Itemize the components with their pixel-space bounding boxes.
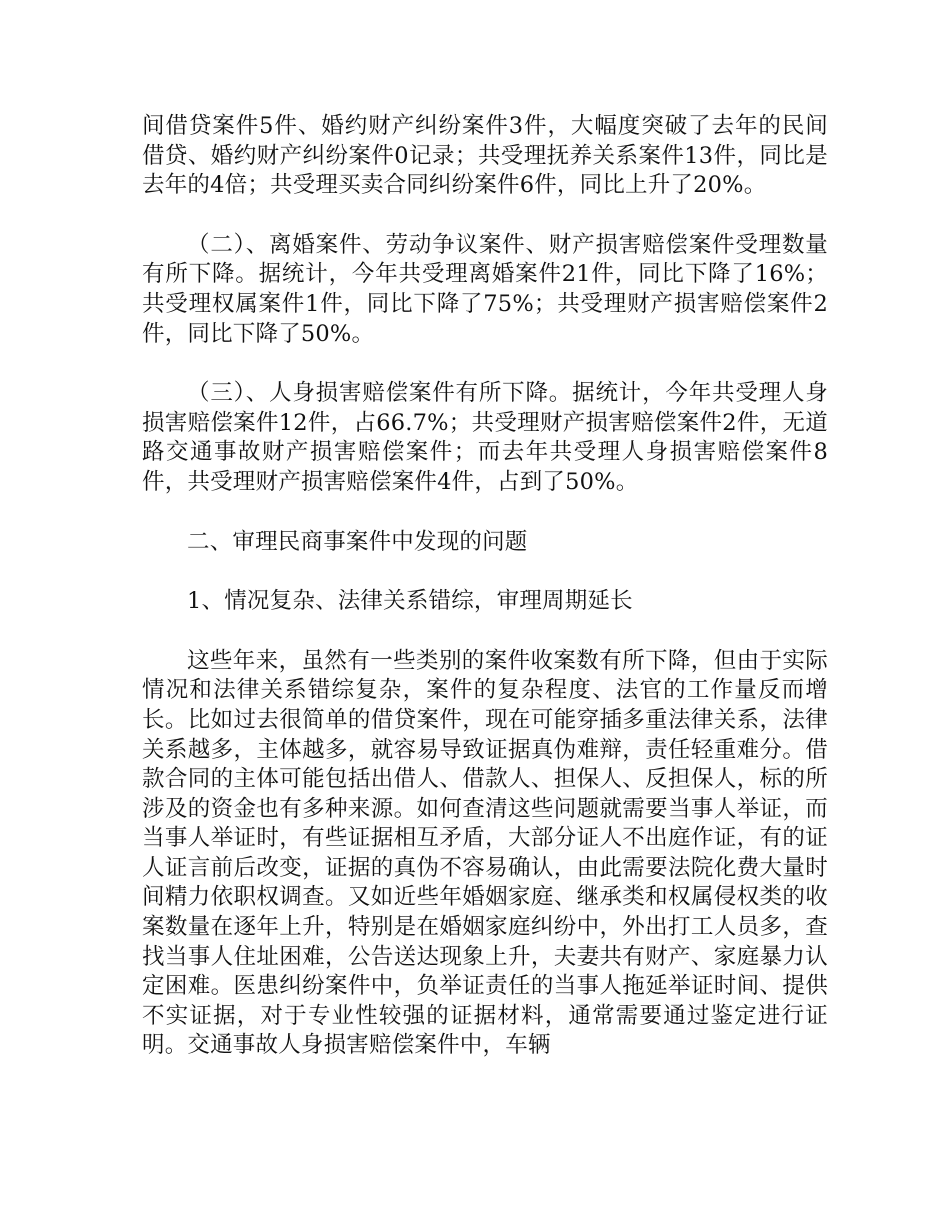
subsection-heading-complexity: 1、情况复杂、法律关系错综，审理周期延长	[187, 588, 633, 615]
document-body	[142, 112, 828, 1091]
section-heading-problems: 二、审理民商事案件中发现的问题	[187, 528, 528, 555]
paragraph-complexity-details: 这些年来，虽然有一些类别的案件收案数有所下降，但由于实际情况和法律关系错综复杂，案件的复杂程度、法官的工作量反而增长。比如过去很简单的借贷案件，现在可能穿插多重法律关系，法律关系越多，主体越多，就容易导致证据真伪难辩，责任轻重难分。借款合同的主体可能包括出借人、借款人、担保人、反担保人，标的所涉及的资金也有多种来源。如何查清这些问题就需要当事人举证，而当事人举证时，有些证据相互矛盾，大部分证人不出庭作证，有的证人证言前后改变，证据的真伪不容易确认，由此需要法院化费大量时间精力依职权调查。又如近些年婚姻家庭、继承类和权属侵权类的收案数量在逐年上升，特别是在婚姻家庭纠纷中，外出打工人员多，查找当事人住址困难，公告送达现象上升，夫妻共有财产、家庭暴力认定困难。医患纠纷案件中，负举证责任的当事人拖延举证时间、提供不实证据，对于专业性较强的证据材料，通常需要通过鉴定进行证明。交通事故人身损害赔偿案件中，车辆	[142, 647, 828, 1059]
paragraph-section-two-decrease: （二）、离婚案件、劳动争议案件、财产损害赔偿案件受理数量有所下降。据统计，今年共受理离婚案件21件，同比下降了16%；共受理权属案件1件，同比下降了75%；共受理财产损害赔偿案件2件，同比下降了50%。	[142, 231, 828, 347]
paragraph-section-three-personal-injury: （三）、人身损害赔偿案件有所下降。据统计，今年共受理人身损害赔偿案件12件，占66.7%；共受理财产损害赔偿案件2件，无道路交通事故财产损害赔偿案件；而去年共受理人身损害赔偿案件8件，共受理财产损害赔偿案件4件，占到了50%。	[142, 380, 828, 495]
paragraph-case-increase-continued: 间借贷案件5件、婚约财产纠纷案件3件，大幅度突破了去年的民间借贷、婚约财产纠纷案件0记录；共受理抚养关系案件13件，同比是去年的4倍；共受理买卖合同纠纷案件6件，同比上升了20%。	[142, 113, 828, 199]
